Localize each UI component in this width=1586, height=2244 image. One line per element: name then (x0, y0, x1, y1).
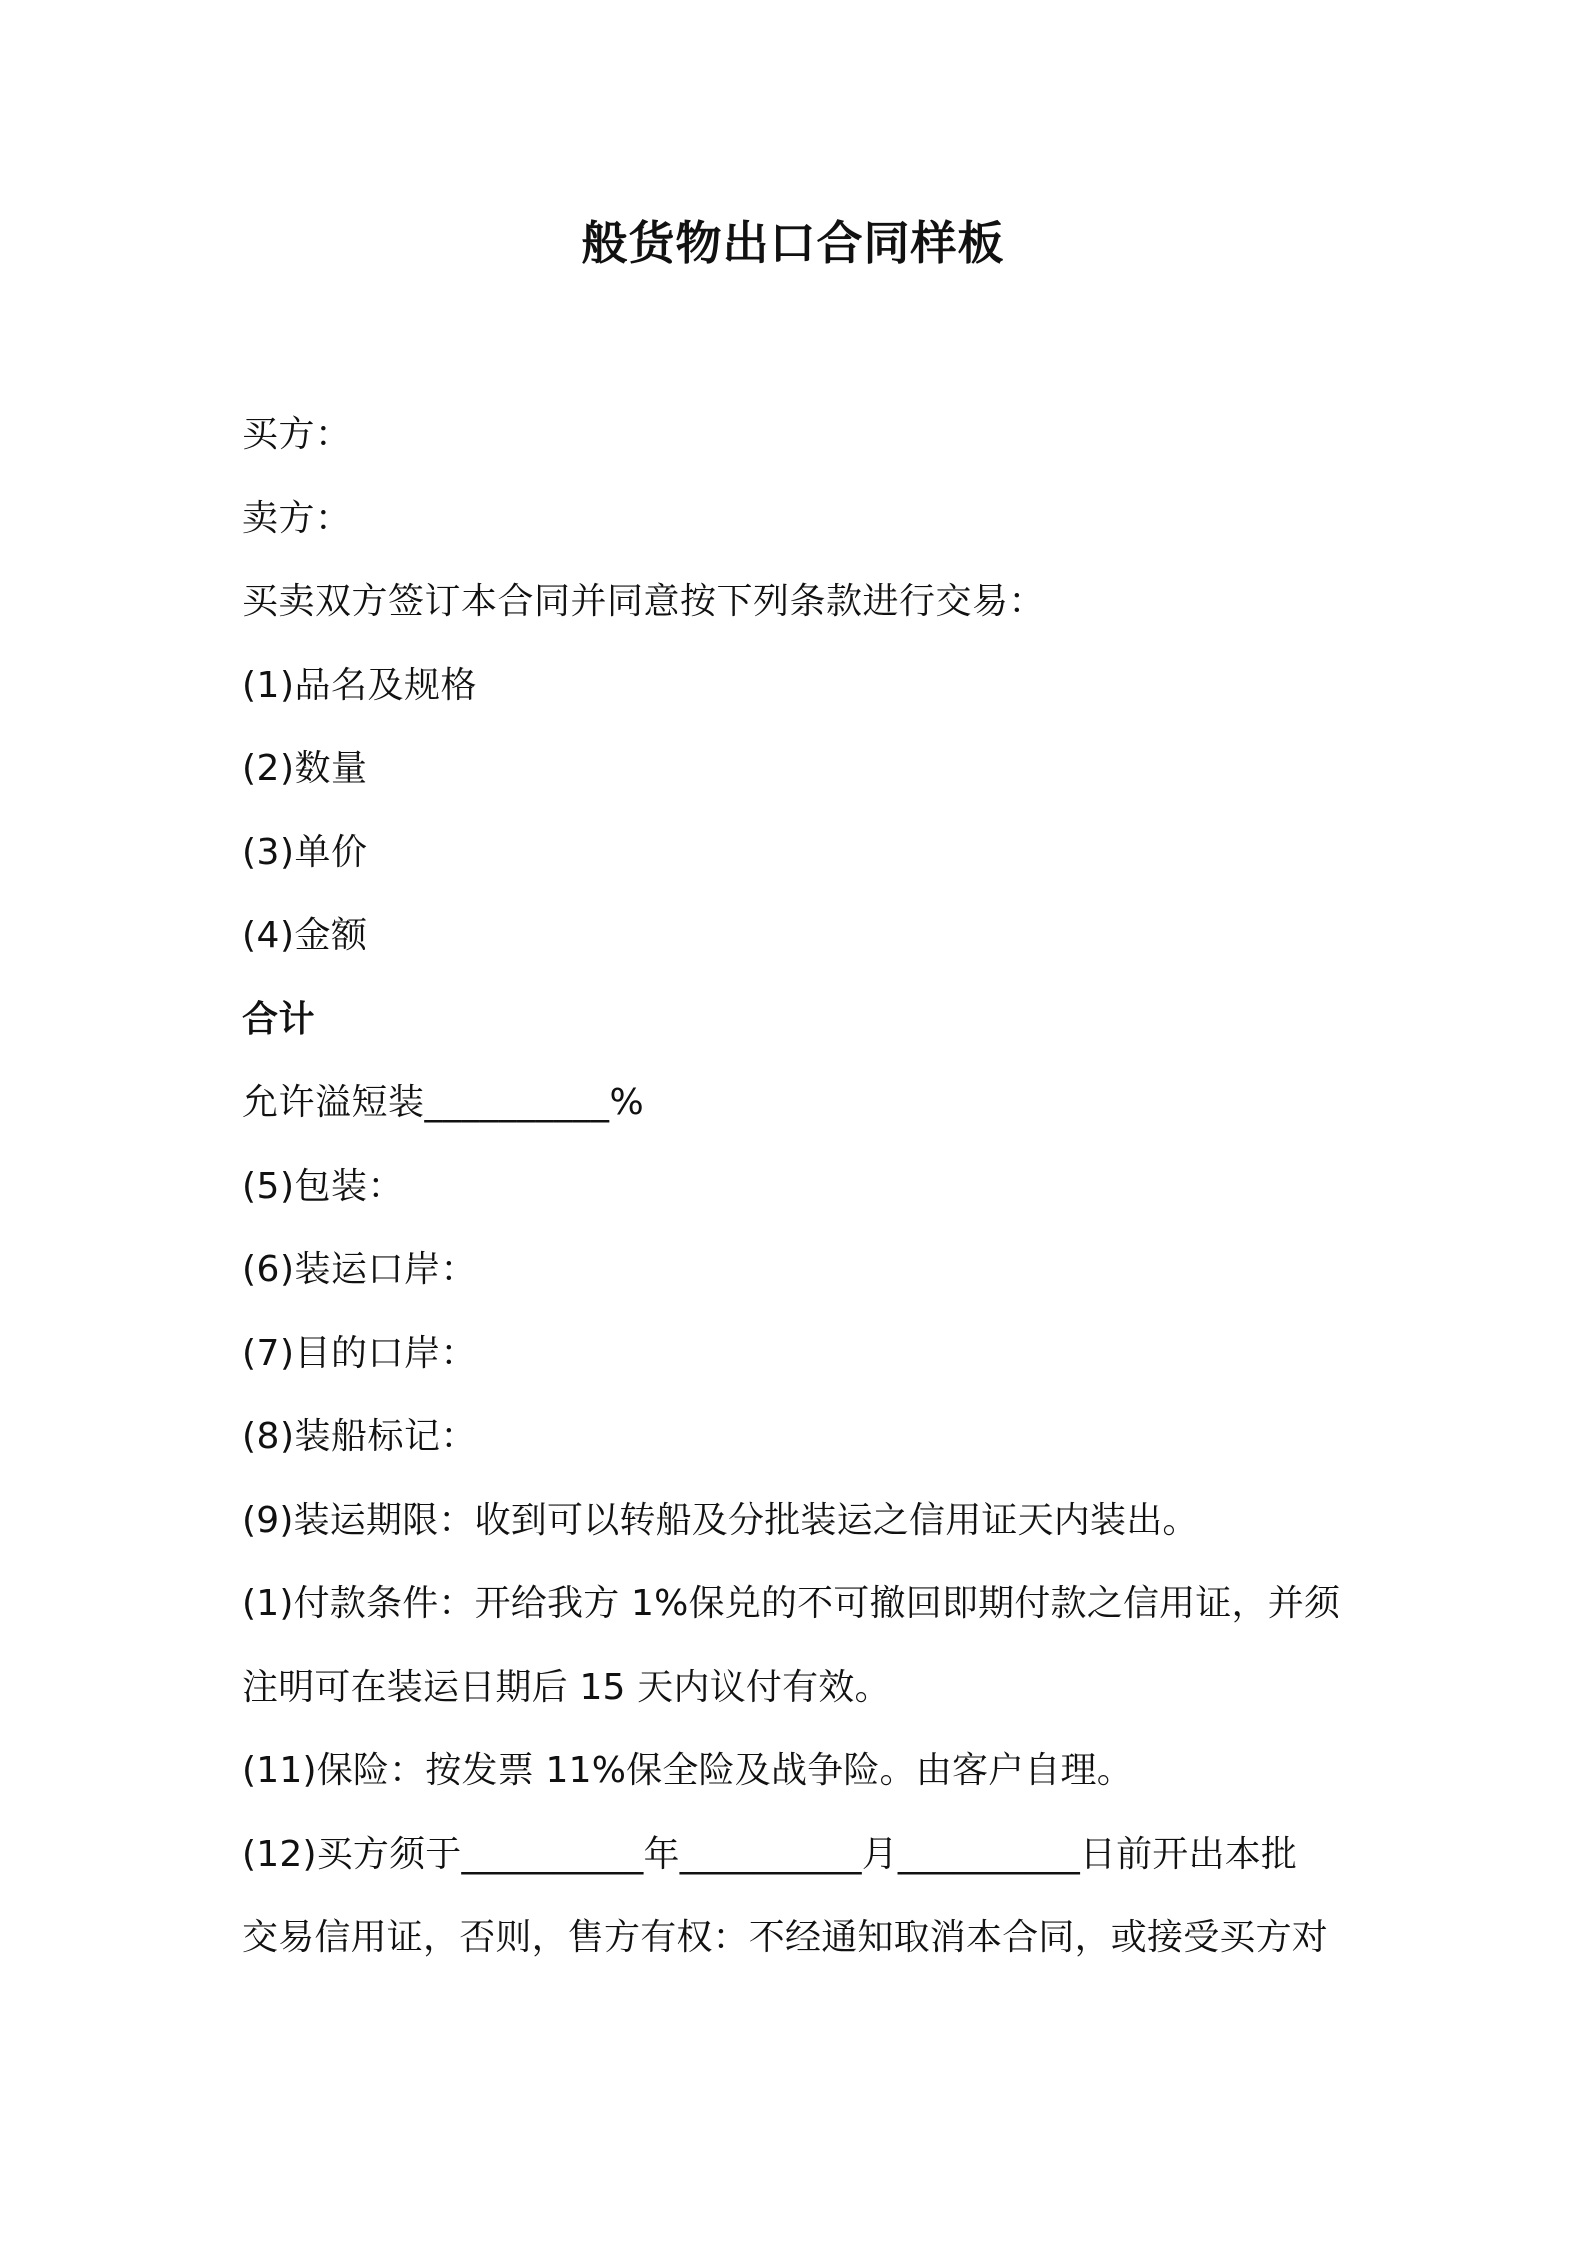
clause-12-lc-deadline: (12)买方须于__________年__________月__________日前开出本批 (242, 1833, 1298, 1875)
clause-7-destination-port: (7)目的口岸： (242, 1332, 477, 1374)
clause-5-packing: (5)包装： (242, 1165, 404, 1207)
clause-9-shipment-period: (9)装运期限：收到可以转船及分批装运之信用证天内装出。 (242, 1499, 1199, 1541)
clause-1-name-spec: (1)品名及规格 (242, 664, 477, 706)
intro-line: 买卖双方签订本合同并同意按下列条款进行交易： (242, 581, 1046, 622)
clause-6-loading-port: (6)装运口岸： (242, 1249, 477, 1290)
clause-4-amount: (4)金额 (242, 915, 368, 956)
clause-10-payment-terms-cont: 注明可在装运日期后 15 天内议付有效。 (242, 1666, 891, 1708)
document-body (242, 405, 1362, 1992)
document-title: 般货物出口合同样板 (581, 216, 1005, 270)
clause-8-shipping-marks: (8)装船标记： (242, 1416, 477, 1457)
buyer-line: 买方： (242, 414, 352, 455)
clause-3-unit-price: (3)单价 (242, 831, 368, 873)
clause-2-quantity: (2)数量 (242, 748, 368, 789)
clause-11-insurance: (11)保险：按发票 11%保全险及战争险。由客户自理。 (242, 1750, 1133, 1791)
clause-12-lc-deadline-cont: 交易信用证，否则，售方有权：不经通知取消本合同，或接受买方对 (242, 1917, 1329, 1958)
seller-line: 卖方： (242, 497, 352, 539)
more-or-less-line: 允许溢短装__________% (242, 1082, 645, 1123)
total-line: 合计 (242, 998, 316, 1040)
clause-10-payment-terms: (1)付款条件：开给我方 1%保兑的不可撤回即期付款之信用证，并须 (242, 1583, 1341, 1624)
